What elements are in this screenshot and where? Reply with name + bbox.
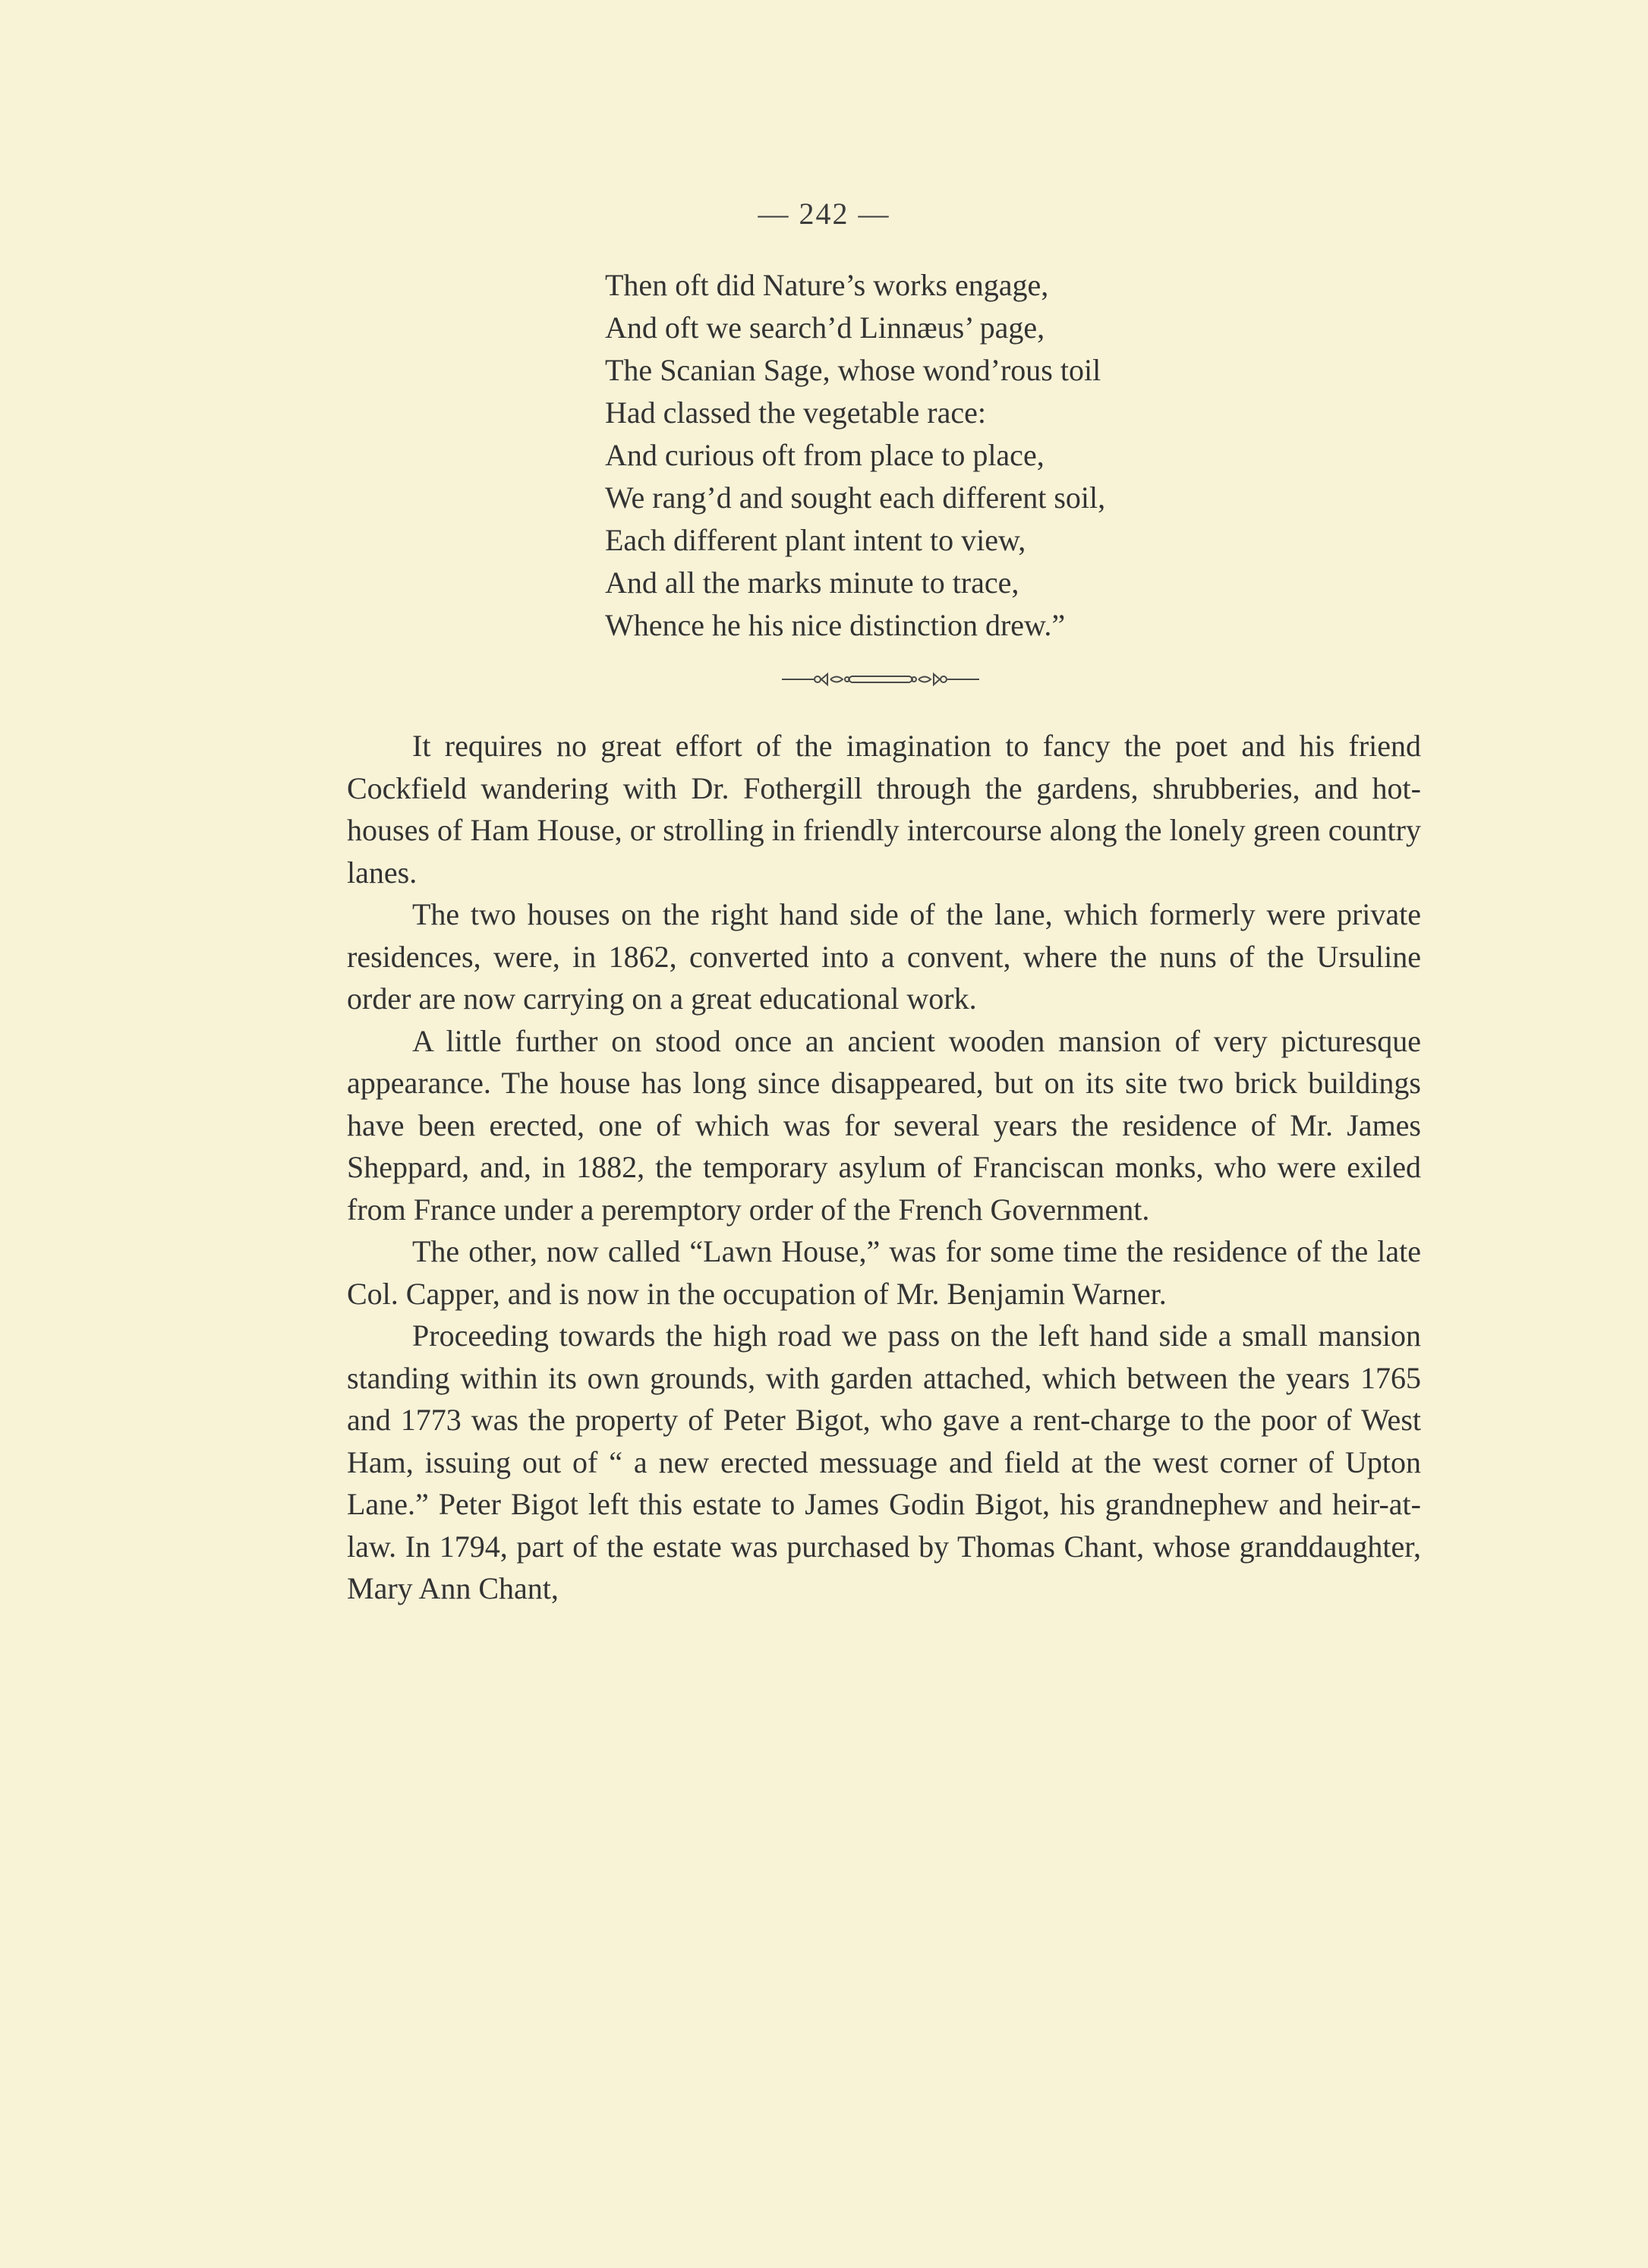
paragraph: The other, now called “Lawn House,” was for some time the residence of the late Col. Capper, and is now in the occupation of Mr. Benjamin Warner. <box>347 1234 1421 1311</box>
body-text <box>347 725 1421 1610</box>
poem-line: And oft we search’d Linnæus’ page, <box>605 310 1045 345</box>
poem-stanza <box>605 264 1364 647</box>
poem-line: We rang’d and sought each different soil, <box>605 480 1106 515</box>
poem-line: Whence he his nice distinction drew.” <box>605 608 1066 642</box>
page-number: — 242 — <box>758 197 890 231</box>
decorative-rule-ornament-icon <box>782 668 979 691</box>
paragraph: It requires no great effort of the imagination to fancy the poet and his friend Cockfield wandering with Dr. Fothergill through the gardens, shrubberies, and hot-houses of Ham House, or strolling in friendly intercourse along the lonely green country lanes. <box>347 729 1421 890</box>
poem-line: Each different plant intent to view, <box>605 523 1026 557</box>
paragraph: The two houses on the right hand side of the lane, which formerly were private residences, were, in 1862, converted into a convent, where the nuns of the Ursuline order are now carrying on a great educational work. <box>347 897 1421 1016</box>
poem-line: Had classed the vegetable race: <box>605 395 986 430</box>
paragraph: A little further on stood once an ancient wooden mansion of very picturesque appearance. The house has long since disappeared, but on its site two brick buildings have been erected, one of which was for several years the residence of Mr. James Sheppard, and, in 1882, the temporary asylum of Franciscan monks, who were exiled from France under a peremptory order of the French Government. <box>347 1023 1421 1227</box>
poem-line: And curious oft from place to place, <box>605 438 1045 472</box>
poem-line: And all the marks minute to trace, <box>605 565 1019 600</box>
poem-line: The Scanian Sage, whose wond’rous toil <box>605 353 1101 387</box>
poem-line: Then oft did Nature’s works engage, <box>605 268 1049 302</box>
paragraph: Proceeding towards the high road we pass on the left hand side a small mansion standing within its own grounds, with garden attached, which between the years 1765 and 1773 was the property of Peter Bigot, who gave a rent-charge to the poor of West Ham, issuing out of “ a new erected messuage and field at the west corner of Upton Lane.” Peter Bigot left this estate to James Godin Bigot, his grandnephew and heir-at-law. In 1794, part of the estate was purchased by Thomas Chant, whose granddaughter, Mary Ann Chant, <box>347 1318 1421 1605</box>
